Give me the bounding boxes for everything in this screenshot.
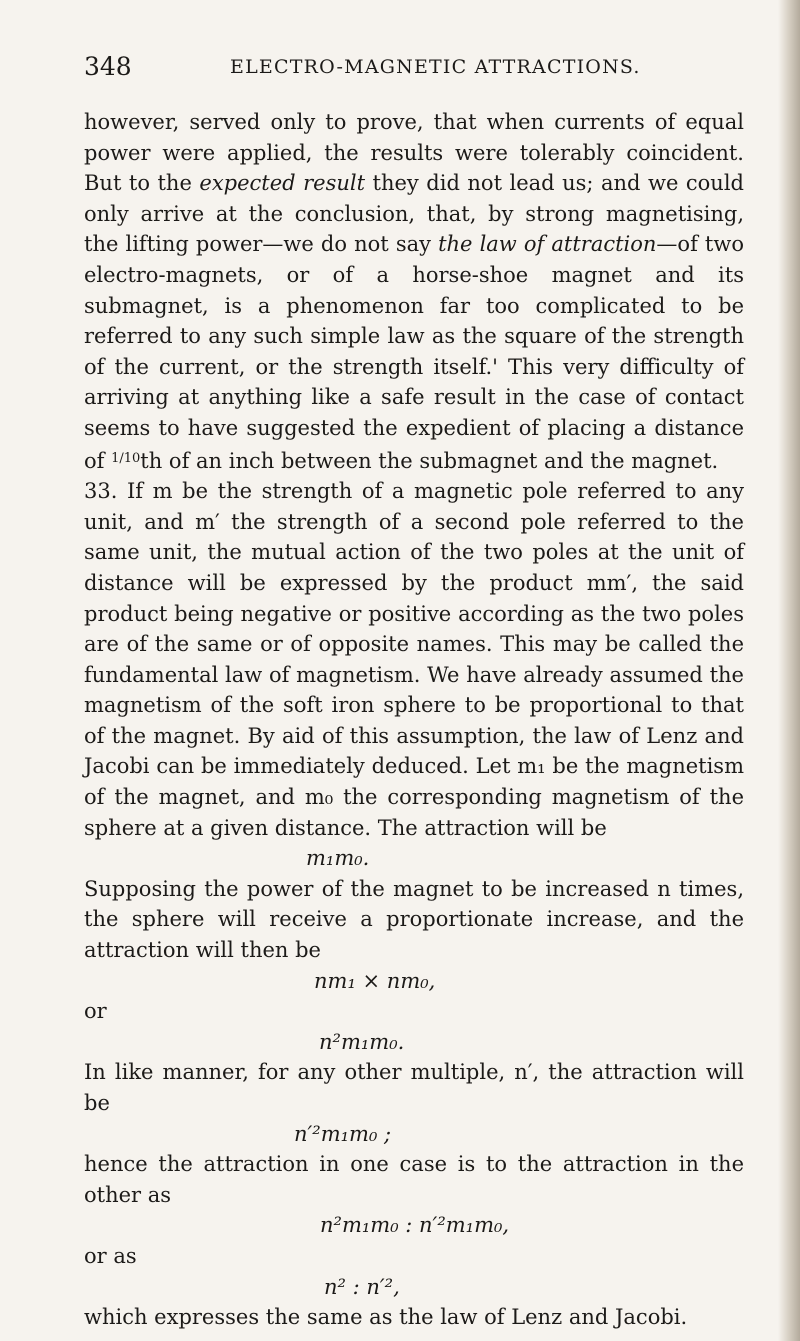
page-edge-shadow [778,0,800,1341]
paragraph-33: 33. If m be the strength of a magnetic pole referred to any unit, and m′ the strength of a second pole referred to the same unit, the mutual action of the two poles at the unit of distance will be expressed by the product mm′, the said product being negative or positive according as the two poles are of the same or of opposite names. This may be called the fundamental law of magnetism. We have already assumed the magnetism of the soft iron sphere to be proportional to that of the magnet. By aid of this assumption, the law of Lenz and Jacobi can be immediately deduced. Let m₁ be the magnetism of the magnet, and m₀ the corresponding magnetism of the sphere at a given distance. The attraction will be [84,479,744,840]
text-run: however, served only to prove, that when currents of equal power were applied, the results were tolerably coincident. But to the [84,110,744,196]
text-run: —of two electro-magnets, or of a horse-shoe magnet and its submagnet, is a phenomenon far too complicated to be referred to any such simple law as the square of the strength of the current, or the strength itself.' This very difficulty of arriving at anything like a safe result in the case of contact seems to have suggested the expedient of placing a distance of [84,232,744,473]
running-head: ELECTRO-MAGNETIC ATTRACTIONS. [230,56,641,78]
italic-run: expected result [199,171,366,196]
equation-3: n²m₁m₀. [319,1029,405,1054]
equation-5: n²m₁m₀ : n′²m₁m₀, [320,1213,510,1238]
equation-2: nm₁ × nm₀, [314,968,436,993]
equation-1: m₁m₀. [306,846,370,871]
paragraph-4: In like manner, for any other multiple, n′, the attraction will be [84,1060,744,1115]
paragraph-5: hence the attraction in one case is to the attraction in the other as [84,1152,744,1207]
italic-run: the law of attraction [438,232,657,257]
page-number: 348 [84,52,132,81]
paragraph-3: Supposing the power of the magnet to be increased n times, the sphere will receive a proportionate increase, and the attraction will then be [84,876,744,963]
body-text [84,107,744,1333]
connector-or: or [84,999,107,1024]
equation-6: n² : n′², [324,1274,400,1299]
paragraph-1 [84,107,744,476]
paragraph-6: which expresses the same as the law of Lenz and Jacobi. [84,1305,688,1330]
connector-or-as: or as [84,1243,137,1268]
fraction: 1/10 [111,450,141,466]
text-run: they did not lead us; and we could only arrive at the conclusion, that, by strong magnetising, the lifting power—we do not say [84,171,744,257]
page-header [84,52,744,82]
text-run: th of an inch between the submagnet and the magnet. [140,448,719,473]
equation-4: n′²m₁m₀ ; [294,1121,392,1146]
